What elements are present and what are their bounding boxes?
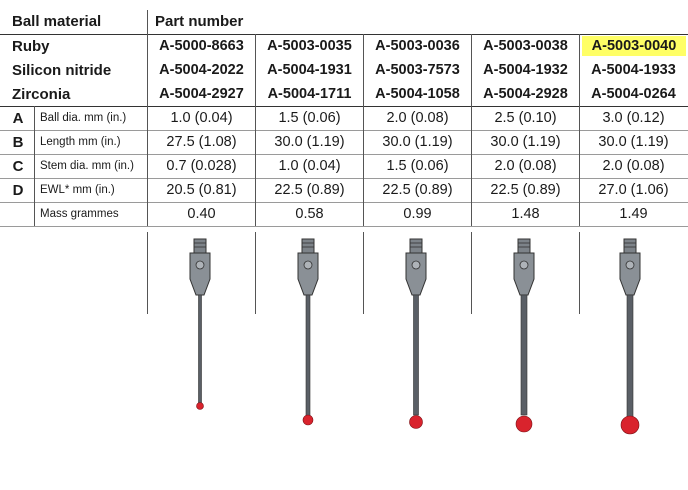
dimension-letter: A	[12, 109, 24, 127]
divider	[255, 232, 256, 314]
dimension-value: 2.0 (0.08)	[602, 158, 665, 174]
dimension-value: 1.5 (0.06)	[386, 158, 449, 174]
dimension-row-c	[0, 154, 688, 178]
dimension-label: Length mm (in.)	[40, 136, 121, 148]
mass-value: 1.49	[619, 206, 648, 222]
stylus-image-2	[288, 235, 328, 435]
dimension-value: 0.7 (0.028)	[166, 158, 237, 174]
dimension-value: 22.5 (0.89)	[274, 182, 345, 198]
divider	[363, 34, 364, 226]
divider	[579, 232, 580, 314]
material-name: Zirconia	[12, 85, 71, 103]
part-number: A-5004-2022	[159, 62, 244, 78]
mass-row	[0, 202, 688, 226]
material-row-zirconia	[0, 82, 688, 106]
dimension-value: 2.0 (0.08)	[386, 110, 449, 126]
divider	[579, 34, 580, 226]
dimension-row-b	[0, 130, 688, 154]
dimension-value: 22.5 (0.89)	[382, 182, 453, 198]
material-name: Silicon nitride	[12, 61, 112, 79]
part-number: A-5004-0264	[591, 86, 676, 102]
part-number: A-5004-1932	[483, 62, 568, 78]
mass-value: 0.99	[403, 206, 432, 222]
dimension-label: Ball dia. mm (in.)	[40, 112, 127, 124]
material-row-silicon-nitride	[0, 58, 688, 82]
part-number: A-5004-1058	[375, 86, 460, 102]
mass-value: 0.58	[295, 206, 324, 222]
dimension-value: 22.5 (0.89)	[490, 182, 561, 198]
dimension-value: 2.0 (0.08)	[494, 158, 557, 174]
divider	[0, 202, 688, 203]
dimension-letter: B	[12, 133, 24, 151]
part-number: A-5004-1933	[591, 62, 676, 78]
dimension-value: 3.0 (0.12)	[602, 110, 665, 126]
stylus-image-4	[504, 235, 544, 435]
dimension-label: Stem dia. mm (in.)	[40, 160, 134, 172]
divider	[34, 106, 35, 226]
dimension-value: 30.0 (1.19)	[598, 134, 669, 150]
dimension-label: Mass grammes	[40, 208, 119, 220]
ball-material-header: Ball material	[12, 12, 102, 30]
divider	[471, 232, 472, 314]
part-number: A-5003-0035	[267, 38, 352, 54]
divider	[255, 34, 256, 226]
divider	[147, 10, 148, 226]
part-number-highlighted: A-5003-0040	[582, 36, 686, 56]
divider	[0, 34, 688, 35]
dimension-value: 27.0 (1.06)	[598, 182, 669, 198]
dimension-value: 1.0 (0.04)	[278, 158, 341, 174]
dimension-letter	[4, 202, 32, 226]
dimension-value: 1.5 (0.06)	[278, 110, 341, 126]
divider	[0, 178, 688, 179]
dimension-row-a	[0, 106, 688, 130]
material-row-ruby	[0, 34, 688, 58]
material-name: Ruby	[12, 37, 50, 55]
dimension-letter: C	[12, 157, 24, 175]
dimension-value: 30.0 (1.19)	[274, 134, 345, 150]
divider	[147, 232, 148, 314]
stylus-image-3	[396, 235, 436, 435]
part-number-header: Part number	[155, 12, 244, 30]
dimension-value: 20.5 (0.81)	[166, 182, 237, 198]
dimension-value: 30.0 (1.19)	[490, 134, 561, 150]
dimension-value: 2.5 (0.10)	[494, 110, 557, 126]
divider	[471, 34, 472, 226]
mass-value: 1.48	[511, 206, 540, 222]
part-number: A-5004-1711	[267, 86, 352, 102]
divider	[0, 106, 688, 107]
part-number: A-5003-0036	[375, 38, 460, 54]
part-number: A-5004-2928	[483, 86, 568, 102]
dimension-value: 1.0 (0.04)	[170, 110, 233, 126]
divider	[0, 130, 688, 131]
part-number: A-5004-1931	[267, 62, 352, 78]
stylus-image-1	[180, 235, 220, 435]
divider	[0, 226, 688, 227]
divider	[363, 232, 364, 314]
part-number: A-5000-8663	[159, 38, 244, 54]
dimension-label: EWL* mm (in.)	[40, 184, 115, 196]
stylus-image-5	[610, 235, 650, 435]
part-number: A-5004-2927	[159, 86, 244, 102]
dimension-letter: D	[12, 181, 24, 199]
part-number: A-5003-0038	[483, 38, 568, 54]
dimension-value: 30.0 (1.19)	[382, 134, 453, 150]
dimension-row-d	[0, 178, 688, 202]
table-header-row	[0, 8, 688, 34]
part-number: A-5003-7573	[375, 62, 460, 78]
mass-value: 0.40	[187, 206, 216, 222]
dimension-value: 27.5 (1.08)	[166, 134, 237, 150]
divider	[0, 154, 688, 155]
